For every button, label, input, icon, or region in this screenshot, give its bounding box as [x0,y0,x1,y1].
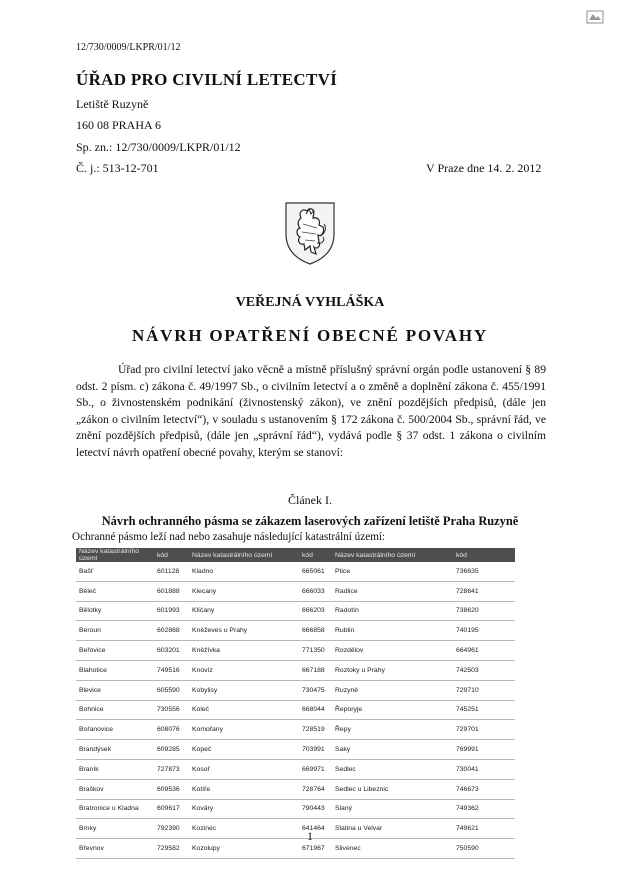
cadastral-name-cell: Sedlec u Libeznic [332,779,453,799]
state-emblem-icon [283,200,337,266]
cadastral-name-cell: Beroun [76,621,154,641]
intro-paragraph: Úřad pro civilní letectví jako věcně a místně příslušný správní orgán podle ustanovení § 89 odst. 2 písm. c) zákona č. 49/1997 Sb., o civilním letectví a o změně a doplnění zákona č. 455/1991 Sb., o živnostenském podnikání (živnostenský zákon), ve znění pozdějších předpisů, (dále jen „zákon o civilním letectví“), v souladu s ustanovením § 172 zákona č. 500/2004 Sb., správní řád, ve znění pozdějších předpisů, (dále jen „správní řád“), vydává podle § 37 odst. 1 zákona o civilním letectví návrh opatření obecné povahy, kterým se stanoví: [76,363,546,459]
cadastral-name-cell: Saky [332,740,453,760]
page-number: 1 [307,829,313,843]
table-row [76,680,515,700]
table-row [76,660,515,680]
cadastral-code-cell: 792390 [154,819,189,839]
cadastral-code-cell: 666033 [299,581,332,601]
table-row [76,581,515,601]
cadastral-name-cell: Kotíře [189,779,299,799]
cadastral-name-cell: Kováry [189,799,299,819]
cadastral-code-cell: 742503 [453,660,515,680]
cadastral-code-cell: 727873 [154,759,189,779]
public-notice-title: VEŘEJNÁ VYHLÁŠKA [235,295,385,310]
cadastral-name-cell: Slivenec [332,839,453,859]
cadastral-name-cell: Rublin [332,621,453,641]
cadastral-code-cell: 608076 [154,720,189,740]
cadastral-code-cell: 749516 [154,660,189,680]
cadastral-code-cell: 749621 [453,819,515,839]
cadastral-name-cell: Bořanovice [76,720,154,740]
cadastral-areas-table [76,548,515,859]
column-header: Název katastrálního území [76,548,154,562]
cadastral-name-cell: Bratronice u Kladna [76,799,154,819]
cadastral-code-cell: 668044 [299,700,332,720]
table-row [76,621,515,641]
document-heading: NÁVRH OPATŘENÍ OBECNÉ POVAHY [132,326,488,345]
cadastral-code-cell: 729710 [453,680,515,700]
cadastral-code-cell: 667188 [299,660,332,680]
cadastral-code-cell: 745251 [453,700,515,720]
cadastral-name-cell: Běleč [76,581,154,601]
cadastral-name-cell: Koleč [189,700,299,720]
cadastral-name-cell: Blevice [76,680,154,700]
cadastral-name-cell: Kněžívka [189,641,299,661]
cadastral-name-cell: Kozinec [189,819,299,839]
cadastral-name-cell: Kozolupy [189,839,299,859]
cadastral-name-cell: Braník [76,759,154,779]
document-date: V Praze dne 14. 2. 2012 [426,161,542,175]
cadastral-code-cell: 740195 [453,621,515,641]
table-header-row [76,548,515,562]
cadastral-code-cell: 746673 [453,779,515,799]
cadastral-name-cell: Radlice [332,581,453,601]
column-header: kód [453,548,515,562]
table-row [76,740,515,760]
page-stamp-mark-icon [586,10,604,24]
cadastral-name-cell: Bělotky [76,601,154,621]
cadastral-name-cell: Slatina u Velvar [332,819,453,839]
cadastral-code-cell: 641464 [299,819,332,839]
cadastral-code-cell: 609536 [154,779,189,799]
cadastral-name-cell: Blahotice [76,660,154,680]
cadastral-name-cell: Radotín [332,601,453,621]
cadastral-name-cell: Kopeč [189,740,299,760]
cadastral-name-cell: Řeporyje [332,700,453,720]
cadastral-code-cell: 728764 [299,779,332,799]
cadastral-code-cell: 790443 [299,799,332,819]
cadastral-name-cell: Klecany [189,581,299,601]
cadastral-code-cell: 729701 [453,720,515,740]
article-title: Návrh ochranného pásma se zákazem laserových zařízení letiště Praha Ruzyně [101,514,519,528]
reference-cj: Č. j.: 513-12-701 [76,161,159,175]
cadastral-code-cell: 771350 [299,641,332,661]
address-line-1: Letiště Ruzyně [76,97,149,111]
table-row [76,799,515,819]
cadastral-code-cell: 750590 [453,839,515,859]
cadastral-name-cell: Rozdělov [332,641,453,661]
column-header: kód [299,548,332,562]
column-header: kód [154,548,189,562]
cadastral-code-cell: 603201 [154,641,189,661]
cadastral-name-cell: Kobylisy [189,680,299,700]
cadastral-code-cell: 728519 [299,720,332,740]
cadastral-code-cell: 729582 [154,839,189,859]
cadastral-code-cell: 671967 [299,839,332,859]
cadastral-name-cell: Bohnice [76,700,154,720]
cadastral-name-cell: Brnky [76,819,154,839]
address-line-2: 160 08 PRAHA 6 [76,118,162,132]
cadastral-code-cell: 736635 [453,562,515,581]
cadastral-name-cell: Klíčany [189,601,299,621]
cadastral-name-cell: Kněževes u Prahy [189,621,299,641]
organization-name: ÚŘAD PRO CIVILNÍ LETECTVÍ [76,70,338,89]
cadastral-code-cell: 769991 [453,740,515,760]
cadastral-code-cell: 601128 [154,562,189,581]
cadastral-code-cell: 664961 [453,641,515,661]
cadastral-code-cell: 738620 [453,601,515,621]
cadastral-name-cell: Brandýsek [76,740,154,760]
cadastral-code-cell: 602868 [154,621,189,641]
cadastral-code-cell: 728641 [453,581,515,601]
cadastral-name-cell: Beřovice [76,641,154,661]
cadastral-name-cell: Roztoky u Prahy [332,660,453,680]
cadastral-code-cell: 601888 [154,581,189,601]
cadastral-name-cell: Knovíz [189,660,299,680]
file-mark: Sp. zn.: 12/730/0009/LKPR/01/12 [76,140,241,154]
article-subtitle: Ochranné pásmo leží nad nebo zasahuje následující katastrální území: [72,531,386,543]
cadastral-name-cell: Slaný [332,799,453,819]
cadastral-name-cell: Ruzyně [332,680,453,700]
column-header: Název katastrálního území [332,548,453,562]
cadastral-code-cell: 666858 [299,621,332,641]
cadastral-code-cell: 665061 [299,562,332,581]
cadastral-code-cell: 601993 [154,601,189,621]
table-row [76,700,515,720]
cadastral-code-cell: 703991 [299,740,332,760]
cadastral-code-cell: 749362 [453,799,515,819]
cadastral-code-cell: 730475 [299,680,332,700]
table-row [76,641,515,661]
cadastral-name-cell: Kosoř [189,759,299,779]
cadastral-name-cell: Kladno [189,562,299,581]
article-label: Článek I. [288,493,332,507]
cadastral-name-cell: Ptice [332,562,453,581]
table-row [76,720,515,740]
cadastral-name-cell: Bašť [76,562,154,581]
table-row [76,562,515,581]
cadastral-code-cell: 669971 [299,759,332,779]
cadastral-name-cell: Komořany [189,720,299,740]
cadastral-code-cell: 605590 [154,680,189,700]
cadastral-name-cell: Braškov [76,779,154,799]
cadastral-code-cell: 609617 [154,799,189,819]
table-row [76,759,515,779]
cadastral-code-cell: 609285 [154,740,189,760]
cadastral-code-cell: 666203 [299,601,332,621]
table-row [76,779,515,799]
cadastral-code-cell: 730041 [453,759,515,779]
cadastral-name-cell: Břevnov [76,839,154,859]
cadastral-name-cell: Sedlec [332,759,453,779]
cadastral-name-cell: Řepy [332,720,453,740]
column-header: Název katastrálního území [189,548,299,562]
cadastral-code-cell: 730556 [154,700,189,720]
reference-number: 12/730/0009/LKPR/01/12 [76,42,181,53]
table-row [76,601,515,621]
